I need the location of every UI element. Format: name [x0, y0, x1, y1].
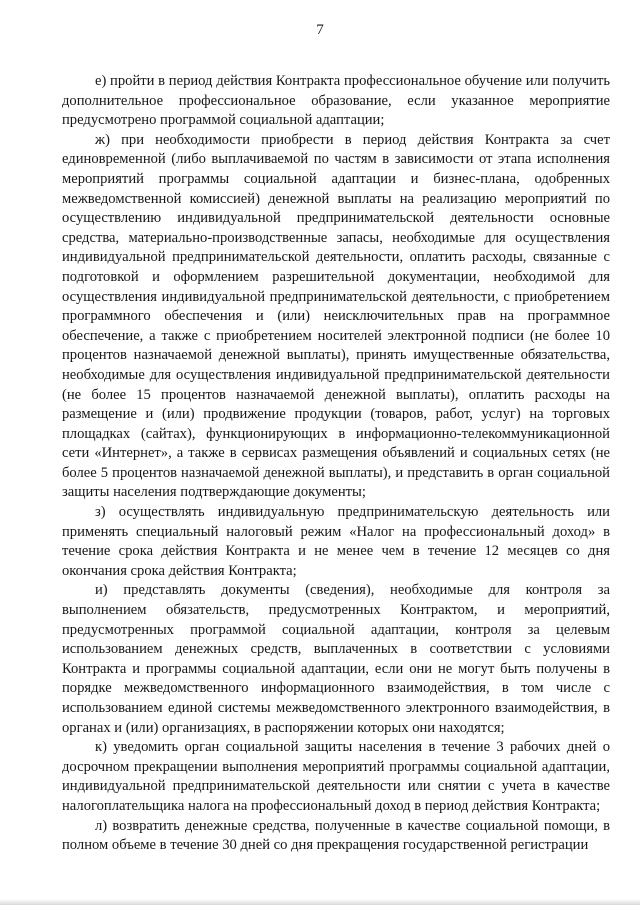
page-number: 7	[316, 22, 324, 38]
page-bottom-edge	[0, 899, 640, 905]
paragraph-k: к) уведомить орган социальной защиты населения в течение 3 рабочих дней о досрочном прекращении выполнения мероприятий программы социальной адаптации, индивидуальной предпринимательской деятельности или снятии с учета в качестве налогоплательщика налога на профессиональный доход в период действия Контракта;	[62, 739, 610, 814]
paragraph-i: и) представлять документы (сведения), необходимые для контроля за выполнением обязательств, предусмотренных Контрактом, и мероприятий, предусмотренных программой социальной адаптации, контроля за целевым использованием денежных средств, выплаченных в соответствии с условиями Контракта и программы социальной адаптации, если они не могут быть получены в порядке межведомственного информационного взаимодействия, в том числе с использованием единой системы межведомственного электронного взаимодействия, в органах и (или) организациях, в распоряжении которых они находятся;	[62, 582, 610, 736]
paragraph-e: е) пройти в период действия Контракта профессиональное обучение или получить дополнительное профессиональное образование, если указанное мероприятие предусмотрено программой социальной адаптации;	[62, 73, 610, 129]
paragraph-zh: ж) при необходимости приобрести в период действия Контракта за счет единовременной (либо выплачиваемой по частям в зависимости от этапа исполнения мероприятий программы социальной адаптации и бизнес-плана, одобренных межведомственной комиссией) денежной выплаты на реализацию мероприятий по осуществлению индивидуальной предпринимательской деятельности основные средства, материально-производственные запасы, необходимые для осуществления индивидуальной предпринимательской деятельности, оплатить расходы, связанные с подготовкой и оформлением разрешительной документации, необходимой для осуществления индивидуальной предпринимательской деятельности, с приобретением программного обеспечения и (или) неисключительных прав на программное обеспечение, а также с приобретением носителей электронной подписи (не более 10 процентов назначаемой денежной выплаты), принять имущественные обязательства, необходимые для осуществления индивидуальной предпринимательской деятельности (не более 15 процентов назначаемой денежной выплаты), оплатить расходы на размещение и (или) продвижение продукции (товаров, работ, услуг) на торговых площадках (сайтах), функционирующих в информационно-телекоммуникационной сети «Интернет», а также в сервисах размещения объявлений и социальных сетях (не более 5 процентов назначаемой денежной выплаты), и представить в орган социальной защиты населения подтверждающие документы;	[62, 131, 610, 501]
paragraph-z: з) осуществлять индивидуальную предпринимательскую деятельность или применять специальный налоговый режим «Налог на профессиональный доход» в течение срока действия Контракта и не менее чем в течение 12 месяцев со дня окончания срока действия Контракта;	[62, 504, 610, 579]
paragraph-l: л) возвратить денежные средства, полученные в качестве социальной помощи, в полном объеме в течение 30 дней со дня прекращения государственной регистрации	[62, 817, 610, 854]
document-body	[62, 72, 610, 856]
